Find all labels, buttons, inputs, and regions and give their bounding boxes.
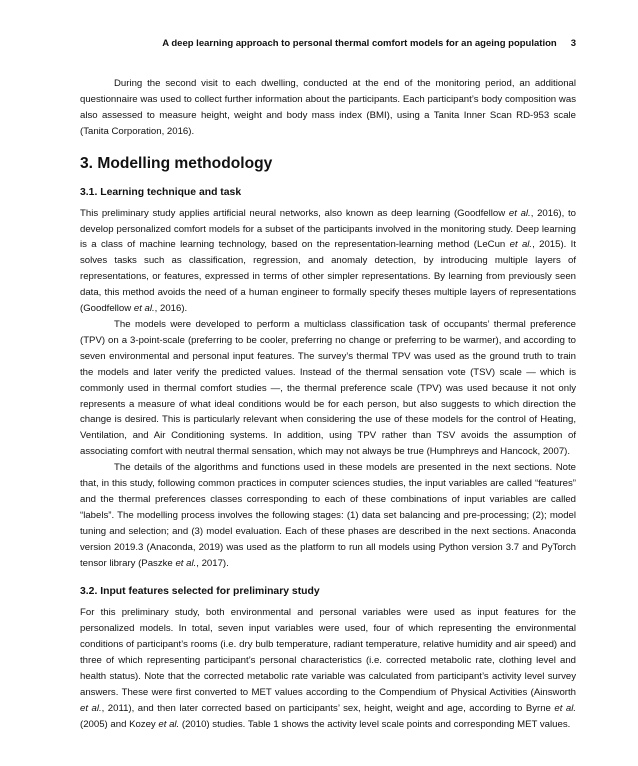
page-number: 3 bbox=[570, 38, 576, 49]
subsection-heading: 3.1. Learning technique and task bbox=[80, 186, 242, 198]
text-segment: During the second visit to each dwelling, conducted at the end of the monitoring period, an additional questionnaire was used to collect further information about the participants. Each participant’s body composition was also assessed to measure height, weight and body mass index (BMI), using a Tanita Inner Scan RD-953 scale (Tanita Corporation, 2016). bbox=[80, 78, 576, 137]
section-heading: 3. Modelling methodology bbox=[80, 154, 273, 172]
text-segment: , 2017). bbox=[196, 557, 229, 569]
intro-paragraph bbox=[80, 76, 576, 140]
text-segment-italic: et al. bbox=[158, 718, 180, 730]
subsection-heading: 3.2. Input features selected for preliminary study bbox=[80, 586, 320, 598]
paragraph bbox=[80, 317, 576, 460]
text-segment: The details of the algorithms and functions used in these models are presented in the next sections. Note that, in this study, following common practices in computer sciences studies, the input variables are called “features” and the thermal preferences classes corresponding to each of these combinations of input variables are called “labels”. The modelling process involves the following stages: (1) data set balancing and pre-processing; (2); model tuning and selection; and (3) model evaluation. Each of these phases are described in the next sections. Anaconda version 2019.3 (Anaconda, 2019) was used as the platform to run all models using Python version 3.7 and PyTorch tensor library (Paszke bbox=[80, 462, 576, 569]
text-segment: , 2016). bbox=[154, 303, 188, 315]
text-segment: (2005) and Kozey bbox=[80, 718, 159, 730]
running-title: A deep learning approach to personal thermal comfort models for an ageing population bbox=[162, 38, 557, 49]
text-segment: , 2016), to develop personalized comfort models for a subset of the participants involved in the monitoring study. Deep learning is a class of machine learning technology, based on the representation-learning method (LeCun bbox=[80, 207, 576, 251]
running-header bbox=[80, 38, 576, 50]
text-segment-italic: et al. bbox=[133, 303, 155, 315]
text-segment: The models were developed to perform a multiclass classification task of occupants’ thermal preference (TPV) on a 3-point-scale (preferring to be cooler, preferring no change or preferring to be warmer), and according to seven environmental and personal input features. The survey’s thermal TPV was used as the ground truth to train the models and later verify the predicted values. Instead of the thermal sensation vote (TSV) scale — which is commonly used in thermal comfort studies —, the thermal preference scale (TPV) was used because it not only represents a measure of what ideal conditions would be for each person, but also suggests to which direction the change is desired. This is particularly relevant when considering the use of these models for the control of Heating, Ventilation, and Air Conditioning systems. In addition, using TPV rather than TSV avoids the assumption of associating comfort with neutral thermal sensation, which may not always be true (Humphreys and Hancock, 2007). bbox=[80, 318, 576, 458]
text-segment-italic: et al. bbox=[508, 207, 531, 219]
text-segment-italic: et al. bbox=[80, 702, 102, 714]
text-segment-italic: et al. bbox=[509, 239, 533, 251]
text-segment: This preliminary study applies artificial neural networks, also known as deep learning (Goodfellow bbox=[80, 207, 509, 219]
text-segment: (2010) studies. Table 1 shows the activity level scale points and corresponding MET values. bbox=[179, 718, 571, 730]
paragraph bbox=[80, 460, 576, 571]
text-segment-italic: et al. bbox=[554, 702, 576, 714]
text-segment: , 2011), and then later corrected based on participants’ sex, height, weight and age, according to Byrne bbox=[101, 702, 555, 714]
text-segment-italic: et al. bbox=[175, 557, 197, 569]
text-segment: For this preliminary study, both environmental and personal variables were used as input features for the personalized models. In total, seven input variables were used, four of which representing the environmental conditions of participant’s rooms (i.e. dry bulb temperature, radiant temperature, relative humidity and air speed) and three of which representing participant’s personal characteristics (i.e. corrected metabolic rate, clothing level and health status). Note that the corrected metabolic rate variable was calculated from participant’s activity level survey answers. These were first converted to MET values according to the Compendium of Physical Activities (Ainsworth bbox=[80, 607, 576, 698]
paragraph bbox=[80, 605, 576, 732]
text-segment: , 2015). It solves tasks such as classification, regression, and anomaly detection, by introducing multiple layers of representations, or features, expressed in terms of other simpler representations. By learning from previously seen data, this method avoids the need of a human engineer to formally specify theses multiple layers of representations (Goodfellow bbox=[80, 239, 576, 315]
paragraph bbox=[80, 206, 576, 317]
